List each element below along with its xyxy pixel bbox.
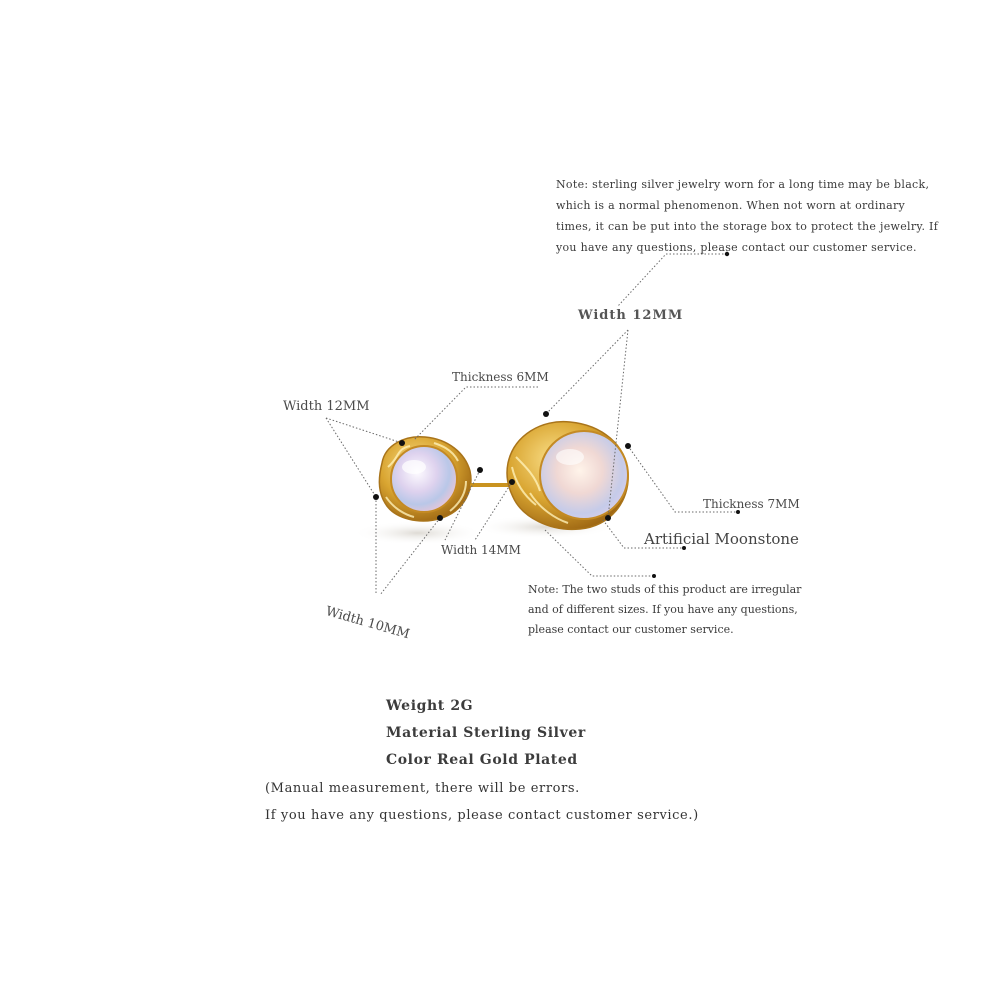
disclaimer-line-2: If you have any questions, please contact customer service.)	[265, 808, 699, 823]
care-note-line: which is a normal phenomenon. When not worn at ordinary	[556, 199, 906, 212]
label-width-10mm: Width 10MM	[323, 604, 412, 643]
size-note-line: Note: The two studs of this product are irregular	[528, 583, 802, 596]
care-note-line: times, it can be put into the storage box to protect the jewelry. If	[556, 220, 939, 233]
care-note-line: you have any questions, please contact our customer service.	[556, 241, 917, 254]
spec-weight: Weight 2G	[386, 698, 474, 714]
label-thickness-7mm: Thickness 7MM	[703, 497, 800, 511]
disclaimer-line-1: (Manual measurement, there will be errors.	[265, 781, 580, 796]
spec-color: Color Real Gold Plated	[386, 752, 578, 768]
label-width-12mm-right: Width 12MM	[578, 308, 684, 323]
label-artificial-moonstone: Artificial Moonstone	[644, 530, 799, 548]
label-width-14mm: Width 14MM	[441, 543, 521, 557]
size-note-line: and of different sizes. If you have any questions,	[528, 603, 798, 616]
size-note-line: please contact our customer service.	[528, 623, 734, 636]
size-note	[528, 580, 801, 640]
care-note-line: Note: sterling silver jewelry worn for a long time may be black,	[556, 178, 930, 191]
label-width-12mm-left: Width 12MM	[283, 399, 370, 414]
label-thickness-6mm: Thickness 6MM	[452, 370, 549, 384]
care-note	[556, 174, 938, 258]
spec-material: Material Sterling Silver	[386, 725, 586, 741]
